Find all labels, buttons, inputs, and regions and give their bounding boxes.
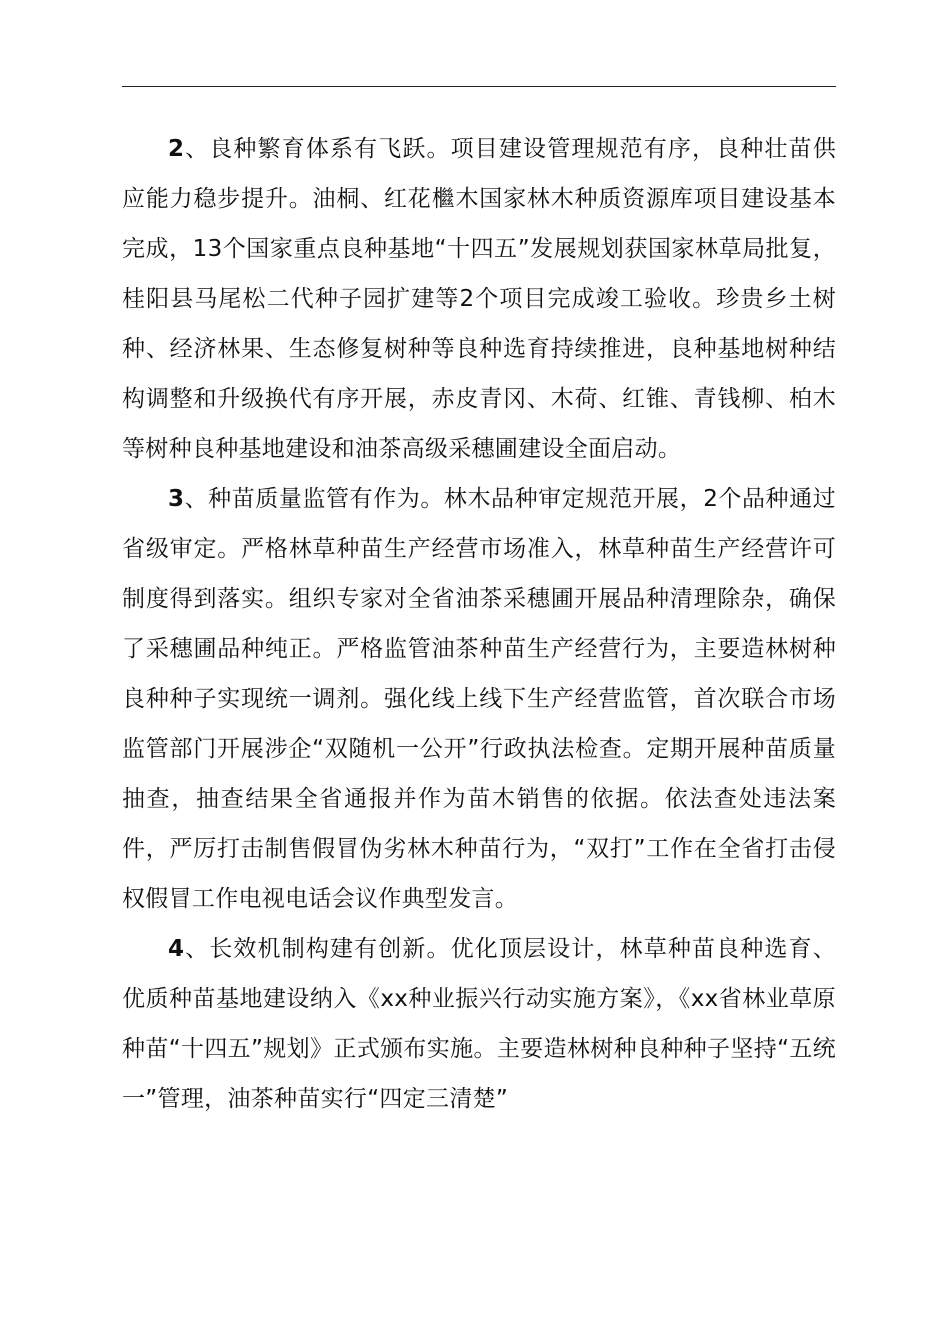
header-rule (122, 86, 836, 87)
paragraph-number: 3 (168, 486, 185, 512)
paragraph-number: 2 (168, 136, 185, 162)
paragraph-quality-supervision (122, 474, 836, 924)
paragraph-long-term-mechanism (122, 924, 836, 1124)
document-body (122, 124, 836, 1124)
paragraph-number: 4 (168, 936, 185, 962)
paragraph-text: 、长效机制构建有创新。优化顶层设计，林草种苗良种选育、优质种苗基地建设纳入《xx种业振兴行动实施方案》，《xx省林业草原种苗“十四五”规划》正式颁布实施。主要造林树种良种种子坚持“五统一”管理，油茶种苗实行“四定三清楚” (122, 936, 836, 1112)
paragraph-text: 、种苗质量监管有作为。林木品种审定规范开展，2个品种通过省级审定。严格林草种苗生产经营市场准入，林草种苗生产经营许可制度得到落实。组织专家对全省油茶采穗圃开展品种清理除杂，确保了采穗圃品种纯正。严格监管油茶种苗生产经营行为，主要造林树种良种种子实现统一调剂。强化线上线下生产经营监管，首次联合市场监管部门开展涉企“双随机一公开”行政执法检查。定期开展种苗质量抽查，抽查结果全省通报并作为苗木销售的依据。依法查处违法案件，严厉打击制售假冒伪劣林木种苗行为，“双打”工作在全省打击侵权假冒工作电视电话会议作典型发言。 (122, 486, 836, 912)
paragraph-seed-breeding (122, 124, 836, 474)
paragraph-text: 、良种繁育体系有飞跃。项目建设管理规范有序，良种壮苗供应能力稳步提升。油桐、红花檵木国家林木种质资源库项目建设基本完成，13个国家重点良种基地“十四五”发展规划获国家林草局批复，桂阳县马尾松二代种子园扩建等2个项目完成竣工验收。珍贵乡土树种、经济林果、生态修复树种等良种选育持续推进，良种基地树种结构调整和升级换代有序开展，赤皮青冈、木荷、红锥、青钱柳、柏木等树种良种基地建设和油茶高级采穗圃建设全面启动。 (122, 136, 836, 462)
